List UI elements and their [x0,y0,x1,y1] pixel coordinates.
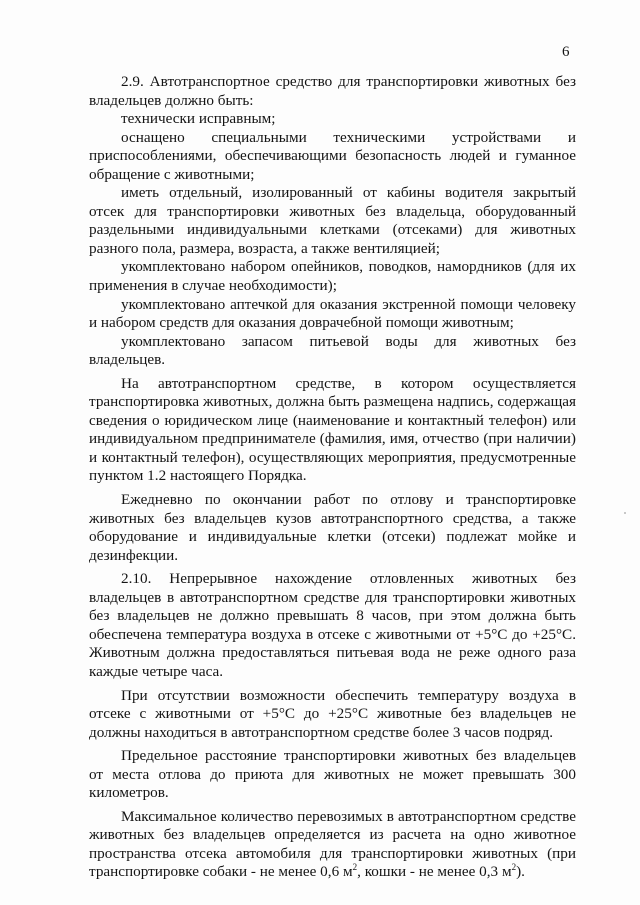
page-number: 6 [562,44,570,60]
paragraph-vehicle-inscription: На автотранспортном средстве, в котором осуществляется транспортировка животных, должна быть размещена надпись, содержащая сведения о юридическом лице (наименование и контактный телефон) или индивидуальном предпринимателе (фамилия, имя, отчество (при наличии) и контактный телефон), осуществляющих мероприятия, предусмотренные пунктом 1.2 настоящего Порядка. [89,374,576,485]
max-quantity-end: ). [516,863,525,881]
paragraph-technically-sound: технически исправным; [121,110,276,128]
max-quantity-cats: , кошки - не менее 0,3 м [357,863,512,881]
paragraph-daily-disinfection: Ежедневно по окончании работ по отлову и транспортировке животных без владельцев кузов автотранспортного средства, а также оборудование и индивидуальные клетки (отсеки) подлежат мойке и дезинфекции. [89,491,576,564]
square-exponent: 2 [511,862,517,873]
paragraph-2-9-intro: 2.9. Автотранспортное средство для транспортировки животных без владельцев должно быть: [89,73,576,109]
document-body [89,73,576,882]
paragraph-2-10-duration: 2.10. Непрерывное нахождение отловленных животных без владельцев в автотранспортном средстве для транспортировки животных без владельцев не должно превышать 8 часов, при этом должна быть обеспечена температура воздуха в отсеке с животными от +5°С до +25°С. Животным должна предоставляться питьевая вода не реже одного раза каждые четыре часа. [89,570,576,680]
paragraph-water-supply: укомплектовано запасом питьевой воды для животных без владельцев. [89,332,576,369]
paragraph-first-aid: укомплектовано аптечкой для оказания экстренной помощи человеку и набором средств для оказания доврачебной помощи животным; [89,295,576,332]
paragraph-temperature-limit: При отсутствии возможности обеспечить температуру воздуха в отсеке с животными от +5°С до +25°С животные без владельцев не должны находиться в автотранспортном средстве более 3 часов подряд. [89,686,576,741]
paragraph-max-quantity [89,808,576,882]
square-exponent: 2 [352,862,358,873]
paragraph-leash-set: укомплектовано набором опейников, поводков, намордников (для их применения в случае необходимости); [89,258,576,295]
scan-speck [624,512,626,514]
paragraph-separate-compartment: иметь отдельный, изолированный от кабины водителя закрытый отсек для транспортировки животных без владельца, оборудованный раздельными индивидуальными клетками (отсеками) для животных разного пола, размера, возраста, а также вентиляцией; [89,184,576,257]
paragraph-special-devices: оснащено специальными техническими устройствами и приспособлениями, обеспечивающими безопасность людей и гуманное обращение с животными; [89,128,576,183]
paragraph-max-distance: Предельное расстояние транспортировки животных без владельцев от места отлова до приюта для животных не может превышать 300 километров. [89,747,576,802]
max-quantity-text: Максимальное количество перевозимых в автотранспортном средстве животных без владельцев определяется из расчета на одно животное пространства отсека автомобиля для транспортировки животных (при транспортировке собаки - не менее 0,6 м [89,807,576,881]
